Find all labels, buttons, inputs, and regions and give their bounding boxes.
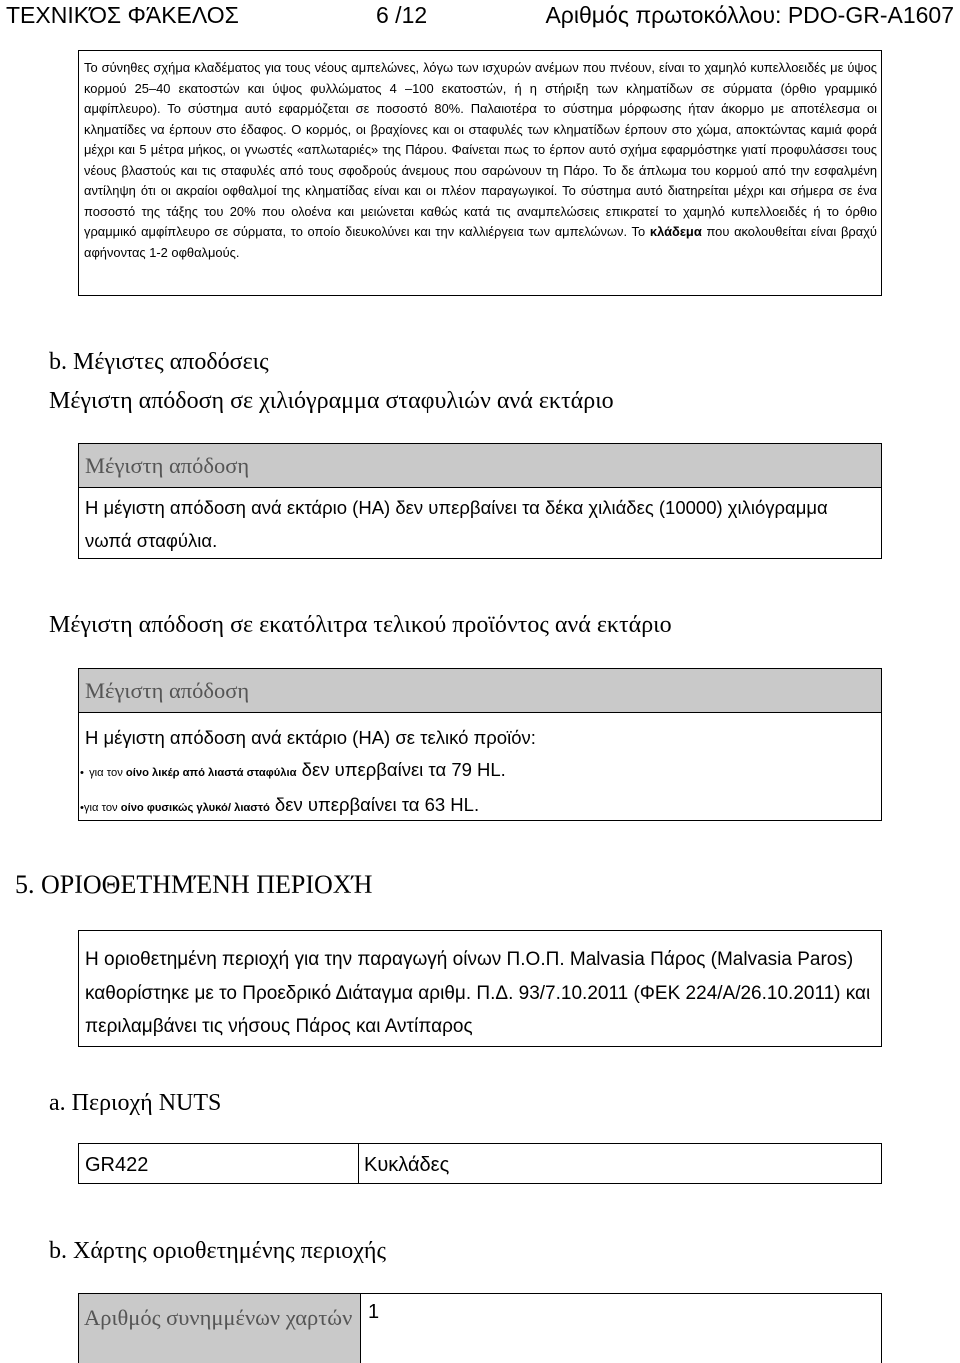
yield-hl-item-prefix: για τον <box>83 802 121 814</box>
yield-hl-item: •για τον οίνο φυσικώς γλυκό/ λιαστό δεν υπερβαίνει τα 63 HL. <box>80 794 480 815</box>
yield-hl-item-limit: δεν υπερβαίνει τα 79 HL. <box>296 759 506 780</box>
yield-hl-intro: Η μέγιστη απόδοση ανά εκτάριο (HA) σε τελικό προϊόν: <box>85 727 536 748</box>
page-number: 6 /12 <box>376 2 428 28</box>
subheading-nuts: a. Περιοχή NUTS <box>49 1090 222 1116</box>
yield-kg-text: Η μέγιστη απόδοση ανά εκτάριο (HA) δεν υπερβαίνει τα δέκα χιλιάδες (10000) χιλιόγραμμα νωπά σταφύλια. <box>85 497 828 551</box>
maps-count-value: 1 <box>368 1301 380 1323</box>
subheading-yield-hl: Μέγιστη απόδοση σε εκατόλιτρα τελικού προϊόντος ανά εκτάριο <box>49 612 672 638</box>
maps-count-label: Αριθμός συνημμένων χαρτών <box>79 1294 361 1363</box>
yield-hl-item-wine: οίνο φυσικώς γλυκό/ λιαστό <box>120 802 270 814</box>
pruning-text-part1: Το σύνηθες σχήμα κλαδέματος για τους νέους αμπελώνες, λόγω των ισχυρών ανέμων που πνέουν, είναι το χαμηλό κυπελλοειδές με ύψος κορμού 25–40 εκατοστών και ύψος φυλλώματος 4 –100 εκατοστών, ή η στήριξη των κληματίδων σε σύρματα (όρθιο γραμμικό αμφίπλευρο). Το σύστημα αυτό εφαρμόζεται σε ποσοστό 80%. Παλαιοτέρα το σύστημα μόρφωσης ήταν άκορμο με αποτέλεσμα οι κληματίδες να έρπουν στο έδαφος. Ο κορμός, οι βραχίονες και οι σταφυλές των κληματίδων έρπουν στο χώμα, αποκτώντας καμιά φορά μέχρι και 5 μέτρα μήκος, οι γνωστές «απλωταριές» της Πάρου. Φαίνεται πως το έρπον αυτό σχήμα εφαρμόστηκε γιατί προφυλάσσει τους νέους βλαστούς και τις σταφυλές από τους σφοδρούς άνεμους που σαρώνουν τη Πάρο. Το δε άπλωμα του κορμού από την εσφαλμένη αντίληψη ότι οι ακραίοι οφθαλμοί της κληματίδας είναι και οι πλέον παραγωγικοί. Το σύστημα αυτό διατηρείται μέχρι και σήμερα σε ένα ποσοστό της τάξης του 20% που ολοένα και μειώνεται καθώς κατά τις αναμπελώσεις επικρατεί το χαμηλό κυπελλοειδές ή το όρθιο γραμμικό αμφίπλευρο σε σύρματα, το οποίο διευκολύνει και την καλλιέργεια των αμπελώνων. Το <box>84 60 877 239</box>
section-heading-region: 5. ΟΡΙΟΘΕΤΗΜΈΝΗ ΠΕΡΙΟΧΉ <box>15 870 373 899</box>
pruning-description-box <box>78 50 882 296</box>
yield-kg-label: Μέγιστη απόδοση <box>79 444 881 488</box>
pruning-keyword: κλάδεμα <box>649 224 702 239</box>
yield-hl-item-limit: δεν υπερβαίνει τα 63 HL. <box>269 794 480 815</box>
nuts-name: Κυκλάδες <box>364 1154 450 1176</box>
yield-hl-box <box>78 668 882 821</box>
yield-hl-item-wine: οίνο λικέρ από λιαστά σταφύλια <box>125 767 297 779</box>
document-title: ΤΕΧΝΙΚΌΣ ΦΆΚΕΛΟΣ <box>6 2 239 28</box>
nuts-table <box>78 1143 882 1184</box>
pruning-text-part2: που ακολουθείται είναι βραχύ αφήνοντας 1-2 οφθαλμούς. <box>84 224 877 260</box>
yield-hl-item-prefix: για τον <box>89 767 126 779</box>
yield-hl-label: Μέγιστη απόδοση <box>79 669 881 713</box>
region-text-box: Η οριοθετημένη περιοχή για την παραγωγή οίνων Π.Ο.Π. Malvasia Πάρος (Malvasia Paros) καθορίστηκε με το Προεδρικό Διάταγμα αριθμ. Π.Δ. 93/7.10.2011 (ΦΕΚ 224/Α/26.10.2011) και περιλαμβάνει τις νήσους Πάρος και Αντίπαρος <box>78 930 882 1047</box>
yield-hl-item: • για τον οίνο λικέρ από λιαστά σταφύλια δεν υπερβαίνει τα 79 HL. <box>80 759 506 780</box>
protocol-number: Αριθμός πρωτοκόλλου: PDO-GR-A1607 <box>545 2 954 28</box>
yield-kg-box <box>78 443 882 559</box>
subheading-map: b. Χάρτης οριοθετημένης περιοχής <box>49 1238 386 1264</box>
nuts-code: GR422 <box>79 1144 359 1183</box>
maps-table <box>78 1293 882 1363</box>
section-heading-yields: b. Μέγιστες αποδόσεις <box>49 349 269 375</box>
subheading-yield-kg: Μέγιστη απόδοση σε χιλιόγραμμα σταφυλιών ανά εκτάριο <box>49 388 614 414</box>
